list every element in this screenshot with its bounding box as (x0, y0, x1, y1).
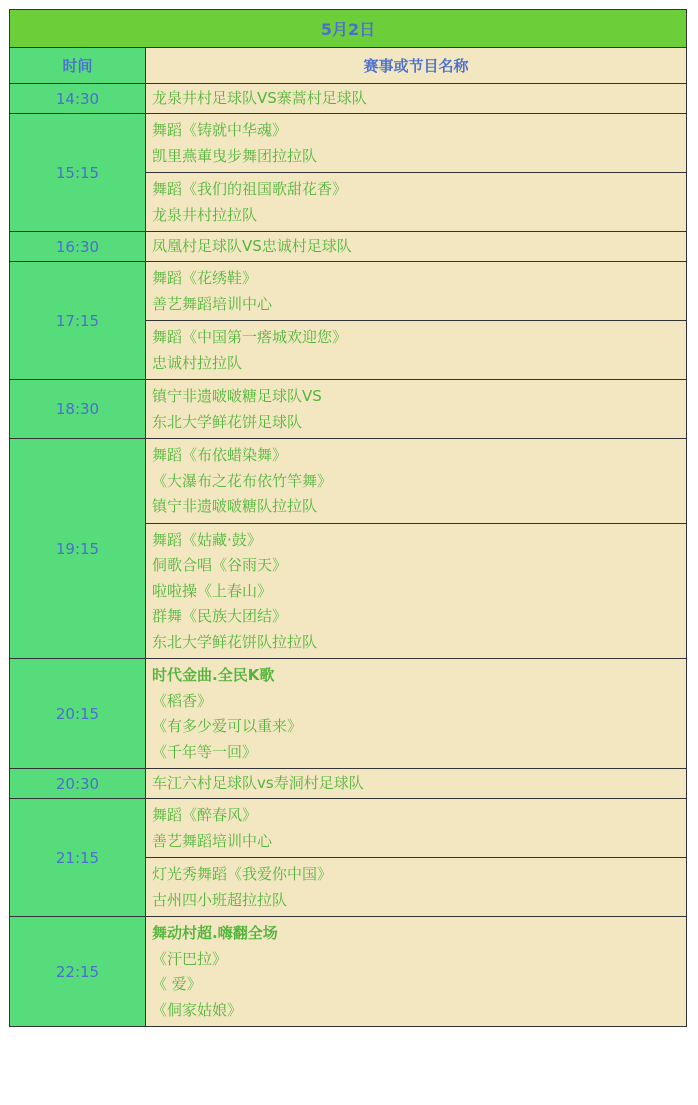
header-row (10, 48, 687, 84)
time-cell: 20:30 (10, 769, 146, 799)
schedule-row (10, 659, 687, 769)
event-line: 《大瀑布之花布依竹竿舞》 (152, 471, 333, 490)
event-line: 舞蹈《铸就中华魂》 (152, 121, 288, 139)
event-line: 《 爱》 (152, 975, 202, 993)
event-line: 《有多少爱可以重来》 (152, 717, 303, 735)
event-line: 车江六村足球队vs寿洞村足球队 (152, 773, 364, 792)
time-cell: 19:15 (10, 439, 146, 659)
schedule-row (10, 917, 687, 1027)
event-line: 东北大学鲜花饼足球队 (152, 412, 303, 431)
time-cell: 20:15 (10, 659, 146, 769)
header-time: 时间 (10, 48, 146, 84)
event-cell (146, 232, 687, 262)
event-line: 灯光秀舞蹈《我爱你中国》 (152, 865, 333, 883)
title-row (10, 10, 687, 48)
event-line: 舞蹈《布依蜡染舞》 (152, 446, 288, 464)
event-cell (146, 523, 687, 659)
time-cell: 22:15 (10, 917, 146, 1027)
event-line: 龙泉井村足球队VS寨蒿村足球队 (152, 88, 367, 107)
event-cell (146, 84, 687, 114)
event-line: 善艺舞蹈培训中心 (152, 831, 273, 850)
event-line: 侗歌合唱《谷雨天》 (152, 556, 288, 574)
event-line: 《千年等一回》 (152, 742, 258, 761)
time-cell: 17:15 (10, 262, 146, 380)
event-line: 《汗巴拉》 (152, 949, 228, 968)
event-cell (146, 917, 687, 1027)
time-cell: 16:30 (10, 232, 146, 262)
schedule-table (9, 9, 687, 1027)
time-cell: 21:15 (10, 799, 146, 917)
schedule-row (10, 769, 687, 799)
event-line: 群舞《民族大团结》 (152, 607, 288, 625)
schedule-row (10, 380, 687, 439)
event-heading: 时代金曲.全民K歌 (152, 666, 275, 684)
event-line: 古州四小班超拉拉队 (152, 890, 288, 909)
event-line: 镇宁非遗啵啵糖队拉拉队 (152, 497, 318, 515)
schedule-container (9, 9, 686, 1027)
event-cell (146, 380, 687, 439)
event-cell (146, 114, 687, 173)
event-cell (146, 439, 687, 524)
event-cell (146, 262, 687, 321)
event-cell (146, 858, 687, 917)
time-cell: 18:30 (10, 380, 146, 439)
event-cell (146, 173, 687, 232)
event-line: 凯里燕莗曳步舞团拉拉队 (152, 146, 318, 165)
event-line: 舞蹈《姑藏·鼓》 (152, 530, 262, 549)
schedule-row (10, 84, 687, 114)
event-cell (146, 321, 687, 380)
event-line: 《侗家姑娘》 (152, 1000, 243, 1019)
event-line: 《稻香》 (152, 691, 213, 710)
event-line: 镇宁非遗啵啵糖足球队VS (152, 387, 322, 405)
event-cell (146, 659, 687, 769)
event-cell (146, 799, 687, 858)
event-line: 善艺舞蹈培训中心 (152, 294, 273, 313)
event-heading: 舞动村超.嗨翻全场 (152, 924, 278, 942)
header-event: 赛事或节目名称 (146, 48, 687, 84)
event-line: 啦啦操《上春山》 (152, 581, 273, 600)
schedule-row (10, 232, 687, 262)
schedule-row (10, 799, 687, 858)
time-cell: 15:15 (10, 114, 146, 232)
schedule-row (10, 439, 687, 524)
event-line: 舞蹈《中国第一瘩城欢迎您》 (152, 328, 348, 346)
schedule-row (10, 114, 687, 173)
schedule-row (10, 262, 687, 321)
event-line: 东北大学鲜花饼队拉拉队 (152, 632, 318, 651)
event-line: 舞蹈《花绣鞋》 (152, 269, 258, 287)
event-cell (146, 769, 687, 799)
event-line: 舞蹈《醉春风》 (152, 806, 258, 824)
event-line: 龙泉井村拉拉队 (152, 205, 258, 224)
time-cell: 14:30 (10, 84, 146, 114)
date-title: 5月2日 (10, 10, 687, 48)
event-line: 舞蹈《我们的祖国歌甜花香》 (152, 180, 348, 198)
event-line: 忠诚村拉拉队 (152, 353, 243, 372)
event-line: 凤凰村足球队VS忠诚村足球队 (152, 236, 352, 255)
